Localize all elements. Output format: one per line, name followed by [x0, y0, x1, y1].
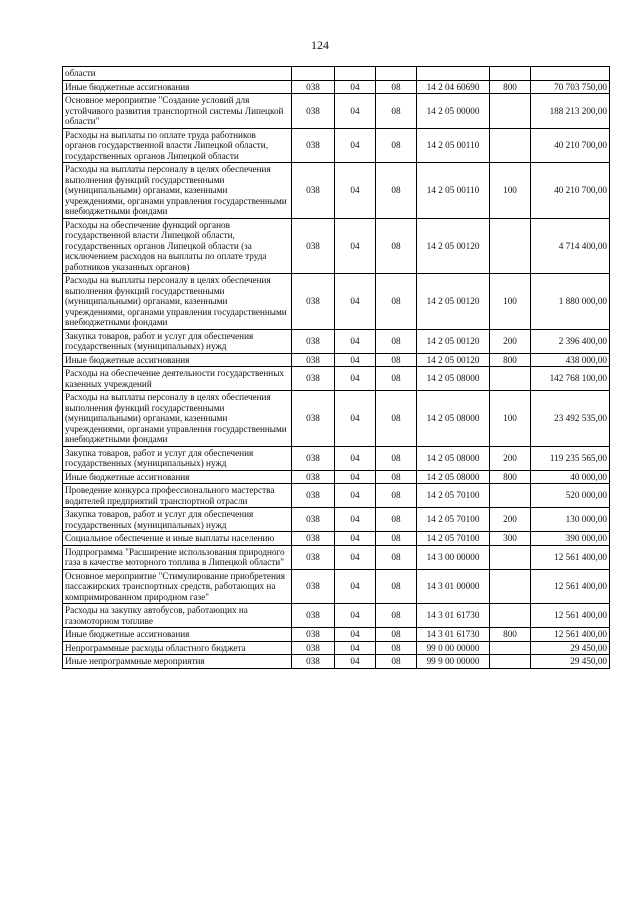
admin-code-cell: 038 [292, 391, 335, 447]
target-article-code-cell: 99 0 00 00000 [417, 641, 490, 655]
expense-type-code-cell: 800 [490, 470, 531, 484]
row-name-cell: Иные непрограммные мероприятия [63, 655, 292, 669]
section-code-cell: 04 [335, 163, 376, 219]
section-code-cell: 04 [335, 508, 376, 532]
row-name-cell: Иные бюджетные ассигнования [63, 353, 292, 367]
target-article-code-cell: 14 3 01 61730 [417, 628, 490, 642]
amount-cell: 188 213 200,00 [531, 94, 610, 129]
subsection-code-cell: 08 [376, 329, 417, 353]
admin-code-cell: 038 [292, 367, 335, 391]
table-row [63, 569, 610, 604]
target-article-code-cell: 14 2 05 00120 [417, 218, 490, 274]
admin-code-cell: 038 [292, 80, 335, 94]
budget-table-body [63, 67, 610, 669]
admin-code-cell: 038 [292, 128, 335, 163]
subsection-code-cell: 08 [376, 569, 417, 604]
admin-code-cell: 038 [292, 641, 335, 655]
row-name-cell: Основное мероприятие "Создание условий для устойчивого развития транспортной системы Липецкой области" [63, 94, 292, 129]
row-name-cell: Иные бюджетные ассигнования [63, 80, 292, 94]
section-code-cell: 04 [335, 470, 376, 484]
table-row [63, 67, 610, 81]
section-code-cell: 04 [335, 641, 376, 655]
table-row [63, 274, 610, 330]
target-article-code-cell: 14 2 05 08000 [417, 391, 490, 447]
admin-code-cell: 038 [292, 532, 335, 546]
row-name-cell: Закупка товаров, работ и услуг для обеспечения государственных (муниципальных) нужд [63, 329, 292, 353]
target-article-code-cell [417, 67, 490, 81]
amount-cell [531, 67, 610, 81]
expense-type-code-cell [490, 604, 531, 628]
expense-type-code-cell: 100 [490, 391, 531, 447]
row-name-cell: Иные бюджетные ассигнования [63, 628, 292, 642]
admin-code-cell: 038 [292, 508, 335, 532]
admin-code-cell: 038 [292, 274, 335, 330]
amount-cell: 12 561 400,00 [531, 545, 610, 569]
admin-code-cell: 038 [292, 218, 335, 274]
target-article-code-cell: 14 3 00 00000 [417, 545, 490, 569]
amount-cell: 130 000,00 [531, 508, 610, 532]
admin-code-cell [292, 67, 335, 81]
section-code-cell: 04 [335, 329, 376, 353]
row-name-cell: Расходы на выплаты по оплате труда работников органов государственной власти Липецкой области, государственных органов Липецкой области [63, 128, 292, 163]
subsection-code-cell: 08 [376, 628, 417, 642]
expense-type-code-cell [490, 367, 531, 391]
subsection-code-cell: 08 [376, 446, 417, 470]
table-row [63, 391, 610, 447]
expense-type-code-cell: 200 [490, 329, 531, 353]
expense-type-code-cell [490, 67, 531, 81]
amount-cell: 390 000,00 [531, 532, 610, 546]
admin-code-cell: 038 [292, 484, 335, 508]
amount-cell: 40 000,00 [531, 470, 610, 484]
row-name-cell: Иные бюджетные ассигнования [63, 470, 292, 484]
target-article-code-cell: 14 2 05 00120 [417, 329, 490, 353]
section-code-cell: 04 [335, 367, 376, 391]
subsection-code-cell: 08 [376, 655, 417, 669]
subsection-code-cell: 08 [376, 545, 417, 569]
section-code-cell: 04 [335, 628, 376, 642]
section-code-cell [335, 67, 376, 81]
row-name-cell: Непрограммные расходы областного бюджета [63, 641, 292, 655]
table-row [63, 470, 610, 484]
target-article-code-cell: 14 3 01 61730 [417, 604, 490, 628]
expense-type-code-cell: 300 [490, 532, 531, 546]
expense-type-code-cell: 100 [490, 163, 531, 219]
section-code-cell: 04 [335, 655, 376, 669]
amount-cell: 23 492 535,00 [531, 391, 610, 447]
admin-code-cell: 038 [292, 628, 335, 642]
expense-type-code-cell: 100 [490, 274, 531, 330]
row-name-cell: области [63, 67, 292, 81]
table-row [63, 353, 610, 367]
table-row [63, 94, 610, 129]
section-code-cell: 04 [335, 604, 376, 628]
row-name-cell: Основное мероприятие "Стимулирование приобретения пассажирских транспортных средств, работающих на компримированном природном газе" [63, 569, 292, 604]
amount-cell: 29 450,00 [531, 641, 610, 655]
section-code-cell: 04 [335, 353, 376, 367]
amount-cell: 29 450,00 [531, 655, 610, 669]
row-name-cell: Подпрограмма "Расширение использования природного газа в качестве моторного топлива в Липецкой области" [63, 545, 292, 569]
amount-cell: 12 561 400,00 [531, 628, 610, 642]
table-row [63, 545, 610, 569]
target-article-code-cell: 14 2 05 08000 [417, 367, 490, 391]
section-code-cell: 04 [335, 218, 376, 274]
table-row [63, 508, 610, 532]
subsection-code-cell: 08 [376, 641, 417, 655]
subsection-code-cell: 08 [376, 367, 417, 391]
target-article-code-cell: 14 2 04 60690 [417, 80, 490, 94]
expense-type-code-cell: 200 [490, 508, 531, 532]
row-name-cell: Расходы на выплаты персоналу в целях обеспечения выполнения функций государственными (муниципальными) органами, казенными учреждениями, органами управления государственными внебюджетными фондами [63, 391, 292, 447]
amount-cell: 12 561 400,00 [531, 604, 610, 628]
amount-cell: 40 210 700,00 [531, 128, 610, 163]
amount-cell: 142 768 100,00 [531, 367, 610, 391]
expense-type-code-cell: 800 [490, 80, 531, 94]
target-article-code-cell: 14 2 05 08000 [417, 470, 490, 484]
subsection-code-cell: 08 [376, 163, 417, 219]
amount-cell: 40 210 700,00 [531, 163, 610, 219]
row-name-cell: Социальное обеспечение и иные выплаты населению [63, 532, 292, 546]
subsection-code-cell: 08 [376, 604, 417, 628]
row-name-cell: Закупка товаров, работ и услуг для обеспечения государственных (муниципальных) нужд [63, 508, 292, 532]
amount-cell: 520 000,00 [531, 484, 610, 508]
admin-code-cell: 038 [292, 470, 335, 484]
table-row [63, 655, 610, 669]
target-article-code-cell: 14 2 05 00110 [417, 128, 490, 163]
section-code-cell: 04 [335, 446, 376, 470]
expense-type-code-cell [490, 218, 531, 274]
amount-cell: 12 561 400,00 [531, 569, 610, 604]
expense-type-code-cell [490, 484, 531, 508]
amount-cell: 119 235 565,00 [531, 446, 610, 470]
expense-type-code-cell [490, 545, 531, 569]
target-article-code-cell: 14 2 05 08000 [417, 446, 490, 470]
row-name-cell: Расходы на закупку автобусов, работающих на газомоторном топливе [63, 604, 292, 628]
target-article-code-cell: 14 2 05 70100 [417, 532, 490, 546]
subsection-code-cell: 08 [376, 532, 417, 546]
admin-code-cell: 038 [292, 569, 335, 604]
table-row [63, 446, 610, 470]
row-name-cell: Закупка товаров, работ и услуг для обеспечения государственных (муниципальных) нужд [63, 446, 292, 470]
expense-type-code-cell [490, 641, 531, 655]
section-code-cell: 04 [335, 391, 376, 447]
table-row [63, 628, 610, 642]
admin-code-cell: 038 [292, 353, 335, 367]
table-row [63, 329, 610, 353]
row-name-cell: Расходы на выплаты персоналу в целях обеспечения выполнения функций государственными (муниципальными) органами, казенными учреждениями, органами управления государственными внебюджетными фондами [63, 163, 292, 219]
row-name-cell: Проведение конкурса профессионального мастерства водителей предприятий транспортной отрасли [63, 484, 292, 508]
subsection-code-cell: 08 [376, 80, 417, 94]
row-name-cell: Расходы на обеспечение деятельности государственных казенных учреждений [63, 367, 292, 391]
subsection-code-cell: 08 [376, 470, 417, 484]
subsection-code-cell: 08 [376, 94, 417, 129]
subsection-code-cell: 08 [376, 218, 417, 274]
table-row [63, 128, 610, 163]
target-article-code-cell: 14 3 01 00000 [417, 569, 490, 604]
expense-type-code-cell [490, 655, 531, 669]
subsection-code-cell: 08 [376, 353, 417, 367]
table-row [63, 641, 610, 655]
table-row [63, 604, 610, 628]
section-code-cell: 04 [335, 545, 376, 569]
subsection-code-cell: 08 [376, 391, 417, 447]
section-code-cell: 04 [335, 569, 376, 604]
amount-cell: 70 703 750,00 [531, 80, 610, 94]
row-name-cell: Расходы на обеспечение функций органов государственной власти Липецкой области, государственных органов Липецкой области (за исключением расходов на выплаты по оплате труда работников указанных органов) [63, 218, 292, 274]
subsection-code-cell: 08 [376, 274, 417, 330]
section-code-cell: 04 [335, 94, 376, 129]
subsection-code-cell: 08 [376, 484, 417, 508]
admin-code-cell: 038 [292, 545, 335, 569]
admin-code-cell: 038 [292, 604, 335, 628]
expense-type-code-cell [490, 94, 531, 129]
target-article-code-cell: 14 2 05 00110 [417, 163, 490, 219]
expense-type-code-cell [490, 128, 531, 163]
table-row [63, 218, 610, 274]
amount-cell: 1 880 000,00 [531, 274, 610, 330]
target-article-code-cell: 99 9 00 00000 [417, 655, 490, 669]
page-number: 124 [311, 38, 329, 52]
admin-code-cell: 038 [292, 94, 335, 129]
subsection-code-cell [376, 67, 417, 81]
row-name-cell: Расходы на выплаты персоналу в целях обеспечения выполнения функций государственными (муниципальными) органами, казенными учреждениями, органами управления государственными внебюджетными фондами [63, 274, 292, 330]
table-row [63, 163, 610, 219]
section-code-cell: 04 [335, 80, 376, 94]
subsection-code-cell: 08 [376, 128, 417, 163]
amount-cell: 438 000,00 [531, 353, 610, 367]
subsection-code-cell: 08 [376, 508, 417, 532]
admin-code-cell: 038 [292, 163, 335, 219]
target-article-code-cell: 14 2 05 00000 [417, 94, 490, 129]
admin-code-cell: 038 [292, 329, 335, 353]
table-row [63, 80, 610, 94]
section-code-cell: 04 [335, 484, 376, 508]
expense-type-code-cell [490, 569, 531, 604]
expense-type-code-cell: 200 [490, 446, 531, 470]
target-article-code-cell: 14 2 05 70100 [417, 484, 490, 508]
expense-type-code-cell: 800 [490, 628, 531, 642]
target-article-code-cell: 14 2 05 00120 [417, 274, 490, 330]
target-article-code-cell: 14 2 05 70100 [417, 508, 490, 532]
section-code-cell: 04 [335, 532, 376, 546]
table-row [63, 367, 610, 391]
admin-code-cell: 038 [292, 446, 335, 470]
section-code-cell: 04 [335, 128, 376, 163]
target-article-code-cell: 14 2 05 00120 [417, 353, 490, 367]
amount-cell: 2 396 400,00 [531, 329, 610, 353]
budget-table [62, 66, 610, 669]
table-row [63, 484, 610, 508]
table-row [63, 532, 610, 546]
amount-cell: 4 714 400,00 [531, 218, 610, 274]
section-code-cell: 04 [335, 274, 376, 330]
admin-code-cell: 038 [292, 655, 335, 669]
expense-type-code-cell: 800 [490, 353, 531, 367]
